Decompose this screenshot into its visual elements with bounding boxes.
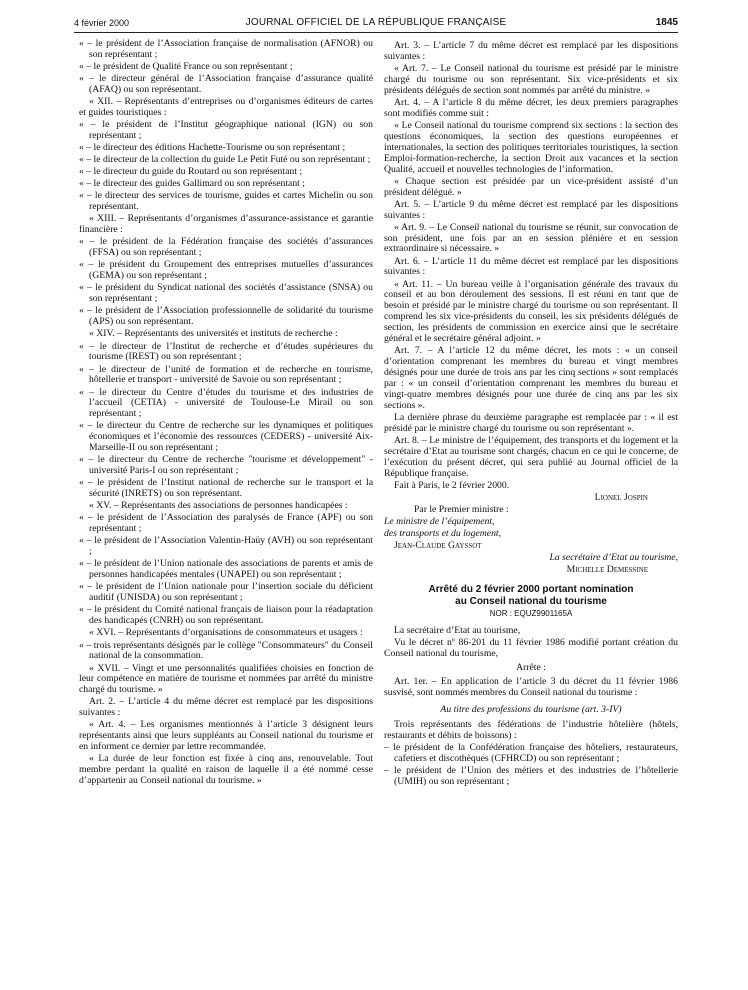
paragraph: « Art. 9. – Le Conseil national du tourisme se réunit, sur convocation de son président, une fois par an en session plénière et en session extraordinaire si nécessaire. »: [384, 221, 678, 255]
header-date: 4 février 2000: [74, 18, 130, 28]
journal-title: JOURNAL OFFICIEL DE LA RÉPUBLIQUE FRANÇAISE: [245, 17, 507, 28]
left-column: [79, 39, 373, 788]
paragraph: « Art. 7. – Le Conseil national du tourisme est présidé par le ministre chargé du tourisme ou son représentant. Six vice-présidents et six présidents délégués de section sont nommés par arrêté du ministre. »: [384, 63, 678, 96]
paragraph: « Chaque section est présidée par un vice-président assisté d’un président délégué. »: [384, 175, 678, 198]
list-item: « – le président du Groupement des entreprises mutuelles d’assurances (GEMA) ou son représentant ;: [79, 259, 373, 282]
paragraph: Trois représentants des fédérations de l’industrie hôtelière (hôtels, restaurants et débits de boissons) :: [384, 718, 678, 741]
signature-minister: Jean-Claude Gayssot: [394, 540, 482, 552]
article-paragraph: Art. 1er. – En application de l’article 3 du décret du 11 février 1986 susvisé, sont nommés membres du Conseil national du tourisme :: [384, 675, 678, 698]
list-item: « – le directeur des services de tourisme, guides et cartes Michelin ou son représentant.: [79, 190, 373, 213]
section-heading: « XIII. – Représentants d’organismes d’assurance-assistance et garantie financière :: [79, 213, 373, 236]
arrete-line: Arrête :: [516, 661, 546, 673]
list-item: « – le président du Syndicat national des sociétés d’assistance (SNSA) ou son représentant ;: [79, 282, 373, 305]
article-paragraph: Art. 6. – L’article 11 du même décret est remplacé par les dispositions suivantes :: [384, 255, 678, 278]
list-item: « – le directeur de l’Institut de recherche et d’études supérieures du tourisme (IREST) ou son représentant ;: [79, 340, 373, 363]
list-item: « – le président de l’Association Valentin-Haüy (AVH) ou son représentant ;: [79, 535, 373, 558]
list-item: « – le président de l’Association française de normalisation (AFNOR) ou son représentant ;: [79, 38, 373, 60]
article-paragraph: Art. 2. – L’article 4 du même décret est remplacé par les dispositions suivantes :: [79, 696, 373, 719]
list-item: « – le président de l’Association des paralysés de France (APF) ou son représentant ;: [79, 512, 373, 535]
paragraph: « La durée de leur fonction est fixée à cinq ans, renouvelable. Tout membre perdant la qualité en raison de laquelle il a été nommé cesse d’appartenir au Conseil national du tourisme. »: [79, 753, 373, 787]
signing-place-date: Fait à Paris, le 2 février 2000.: [394, 479, 510, 491]
list-item: « – le directeur de l’unité de formation et de recherche en tourisme, hôtellerie et transport - université de Savoie ou son représentant ;: [79, 363, 373, 386]
article-paragraph: Art. 8. – Le ministre de l’équipement, des transports et du logement et la secrétaire d’Etat au tourisme sont chargés, chacun en ce qui le concerne, de l’exécution du présent décret, qui sera publié au Journal officiel de la République française.: [384, 434, 678, 479]
signature-secretary: Michelle Demessine: [566, 564, 648, 576]
article-paragraph: Art. 5. – L’article 9 du même décret est remplacé par les dispositions suivantes :: [384, 198, 678, 221]
list-item: « – le président de l’Institut national de recherche sur le transport et la sécurité (INRETS) ou son représentant.: [79, 477, 373, 500]
list-item: « – le président de Qualité France ou son représentant ;: [79, 61, 293, 72]
list-item: « – le directeur du Centre de recherche sur les dynamiques et politiques économiques et l’économie des ressources (CEDERS) - université Aix-Marseille-II ou son représentant ;: [79, 420, 373, 454]
paragraph: « Le Conseil national du tourisme comprend six sections : la section des questions économiques, la section des questions européennes et internationales, la section des politiques territoriales touristiques, la section Emploi-formation-recherche, la section Droit aux vacances et la section Qualité, accueil et nouvelles technologies de l’information.: [384, 119, 678, 175]
paragraph: La dernière phrase du deuxième paragraphe est remplacée par : « il est présidé par le ministre chargé du tourisme ou son représentant ».: [384, 411, 678, 434]
minister-title-2: des transports et du logement,: [384, 527, 502, 539]
section-heading: « XV. – Représentants des associations de personnes handicapées :: [89, 500, 348, 512]
signature-pm: Lionel Jospin: [594, 491, 648, 503]
decree-title-line-2: au Conseil national du tourisme: [455, 595, 607, 607]
list-item: « – le directeur des éditions Hachette-Tourisme ou son représentant ;: [79, 142, 346, 154]
list-item: « – le directeur des guides Gallimard ou son représentant ;: [79, 178, 305, 190]
list-item: – le président de l’Union des métiers et des industries de l’hôtellerie (UMIH) ou son représentant ;: [384, 764, 678, 787]
list-item: « – le président de l’Union nationale des associations de parents et amis de personnes handicapées mentales (UNAPEI) ou son représentant ;: [79, 558, 373, 581]
list-item: « – le directeur de la collection du guide Le Petit Futé ou son représentant ;: [79, 154, 371, 166]
list-item: « – le directeur général de l’Association française d’assurance qualité (AFAQ) ou son représentant.: [79, 73, 373, 95]
section-heading: « XVI. – Représentants d’organisations de consommateurs et usagers :: [89, 627, 363, 639]
decree-title: [384, 584, 678, 607]
paragraph: « Art. 4. – Les organismes mentionnés à l’article 3 désignent leurs représentants ainsi que leurs suppléants au Conseil national du tourisme et en informent ce dernier par lettre recommandée.: [79, 719, 373, 753]
right-column: [384, 41, 678, 789]
list-item: « – le président de l’Institut géographique national (IGN) ou son représentant ;: [79, 119, 373, 141]
paragraph: « Art. 11. – Un bureau veille à l’organisation générale des travaux du conseil et au bon déroulement des sessions. Il est réuni en tant que de besoin et présidé par le ministre chargé du tourisme ou son représentant. Il comprend les six vice-présidents du conseil, les six présidents délégués de section, les présidents de commission en exercice ainsi que le secrétaire général et le secrétaire général adjoint. »: [384, 278, 678, 345]
list-item: « – le directeur du Centre de recherche "tourisme et développement" - université Paris-I ou son représentant ;: [79, 454, 373, 477]
list-item: « – le président de l’Union nationale pour l’insertion sociale du déficient auditif (UNISDA) ou son représentant ;: [79, 581, 373, 604]
article-paragraph: Art. 3. – L’article 7 du même décret est remplacé par les dispositions suivantes :: [384, 40, 678, 62]
subheading: Au titre des professions du tourisme (art. 3-IV): [440, 703, 622, 715]
list-item: « – le directeur du Centre d’études du tourisme et des industries de l’accueil (CETIA) - université de Toulouse-Le Mirail ou son représentant ;: [79, 386, 373, 420]
list-item: « – le président de l’Association professionnelle de solidarité du tourisme (APS) ou son représentant.: [79, 305, 373, 328]
decree-title-line-1: Arrêté du 2 février 2000 portant nomination: [428, 584, 634, 596]
nor-reference: NOR : EQUZ9901165A: [489, 609, 573, 619]
page-header: [74, 16, 678, 33]
paragraph: « XVII. – Vingt et une personnalités qualifiées choisies en fonction de leur compétence en matière de tourisme et nommées par arrêté du ministre chargé du tourisme. »: [79, 662, 373, 696]
paragraph: Vu le décret nº 86-201 du 11 février 1986 modifié portant création du Conseil national du tourisme,: [384, 637, 678, 660]
article-paragraph: Art. 7. – A l’article 12 du même décret, les mots : « un conseil d’orientation comprenant les membres du bureau et vingt membres désignés pour une durée de trois ans par les cinq sections » sont remplacés par : « un conseil d’orientation comprenant les membres du bureau et vingt-quatre membres désignés pour une durée de cinq ans par les six sections ».: [384, 345, 678, 411]
page-number: 1845: [655, 17, 678, 28]
list-item: « – le président de la Fédération française des sociétés d’assurances (FFSA) ou son représentant ;: [79, 236, 373, 259]
list-item: « – le directeur du guide du Routard ou son représentant ;: [79, 166, 303, 178]
by-pm-line: Par le Premier ministre :: [414, 503, 509, 515]
article-paragraph: Art. 4. – A l’article 8 du même décret, les deux premiers paragraphes sont modifiés comme suit :: [384, 96, 678, 119]
list-item: – le président de la Confédération française des hôteliers, restaurateurs, cafetiers et discothèques (CFHRCD) ou son représentant ;: [384, 741, 678, 764]
list-item: « – trois représentants désignés par le collège "Consommateurs" du Conseil national de la consommation.: [79, 639, 373, 662]
minister-title-1: Le ministre de l’équipement,: [384, 515, 495, 527]
paragraph: La secrétaire d’Etat au tourisme,: [394, 625, 521, 637]
section-heading: « XIV. – Représentants des universités et instituts de recherche :: [89, 328, 338, 340]
list-item: « – le président du Comité national français de liaison pour la réadaptation des handicapés (CNRH) ou son représentant.: [79, 604, 373, 627]
section-heading: « XII. – Représentants d’entreprises ou d’organismes éditeurs de cartes et guides touristiques :: [79, 96, 373, 118]
secretary-title: La secrétaire d’Etat au tourisme,: [549, 552, 678, 564]
